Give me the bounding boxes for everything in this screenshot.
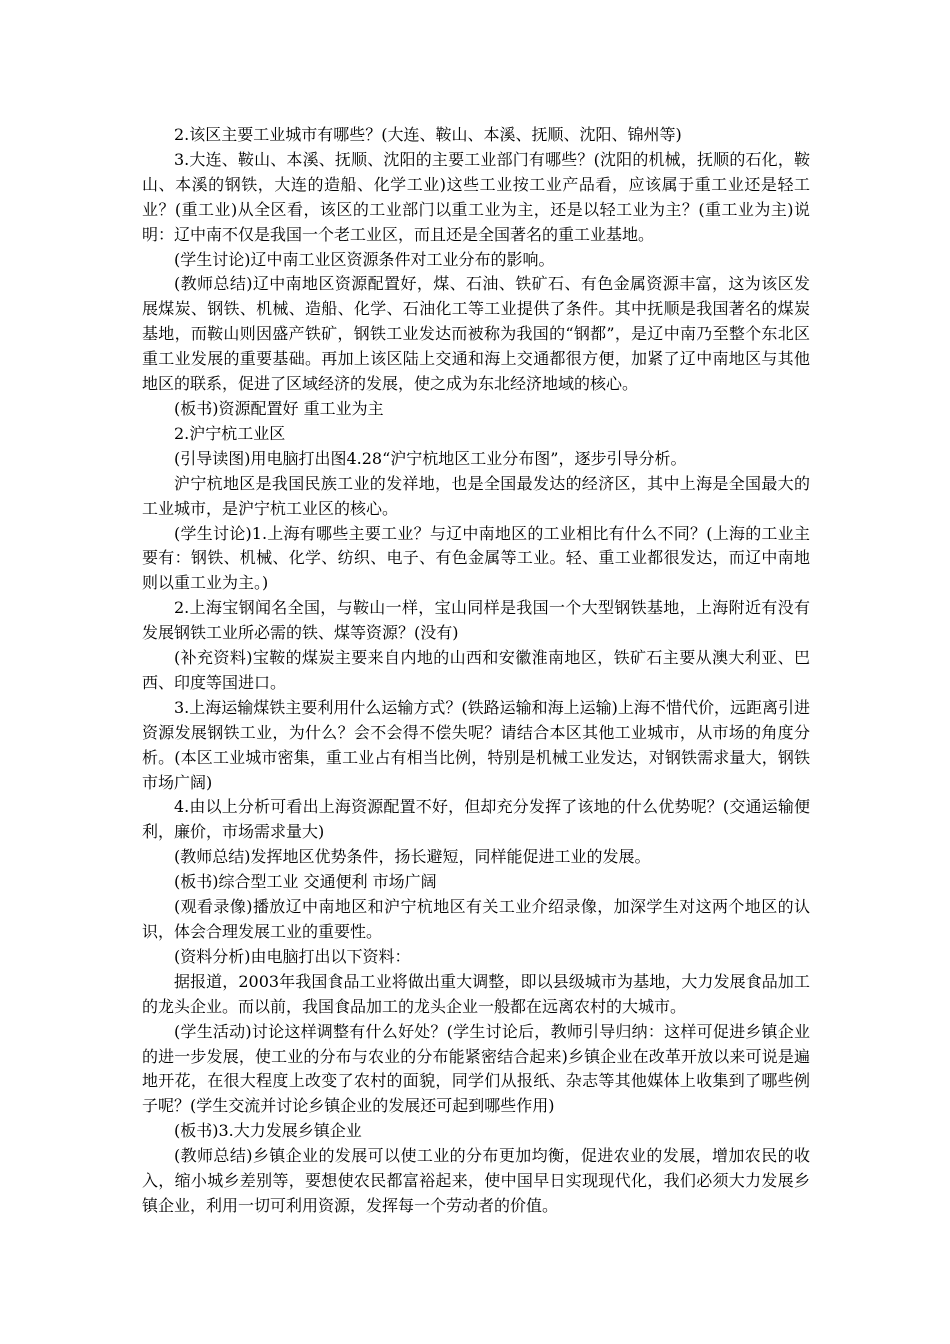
paragraph: 3.上海运输煤铁主要利用什么运输方式？(铁路运输和海上运输)上海不惜代价，远距离引进资源发展钢铁工业，为什么？会不会得不偿失呢？请结合本区其他工业城市，从市场的角度分析。(本区工业城市密集，重工业占有相当比例，特别是机械工业发达，对钢铁需求量大，钢铁市场广阔) <box>142 697 810 792</box>
paragraph: (板书)资源配置好 重工业为主 <box>174 398 384 418</box>
paragraph: 2.该区主要工业城市有哪些？(大连、鞍山、本溪、抚顺、沈阳、锦州等) <box>174 125 682 144</box>
paragraph: (学生讨论)1.上海有哪些主要工业？与辽中南地区的工业相比有什么不同？(上海的工业主要有：钢铁、机械、化学、纺织、电子、有色金属等工业。轻、重工业都很发达，而辽中南地则以重工业为主。) <box>142 523 810 593</box>
paragraph: 2.上海宝钢闻名全国，与鞍山一样，宝山同样是我国一个大型钢铁基地，上海附近有没有发展钢铁工业所必需的铁、煤等资源？(没有) <box>142 598 810 643</box>
paragraph: (资料分析)由电脑打出以下资料： <box>174 946 411 966</box>
paragraph: (学生活动)讨论这样调整有什么好处？(学生讨论后，教师引导归纳：这样可促进乡镇企业的进一步发展，使工业的分布与农业的分布能紧密结合起来)乡镇企业在改革开放以来可说是遍地开花，在很大程度上改变了农村的面貌，同学们从报纸、杂志等其他媒体上收集到了哪些例子呢？(学生交流并讨论乡镇企业的发展还可起到哪些作用) <box>142 1021 810 1116</box>
section-heading: 2.沪宁杭工业区 <box>174 423 286 443</box>
paragraph: 据报道，2003年我国食品工业将做出重大调整，即以县级城市为基地，大力发展食品加工的龙头企业。而以前，我国食品加工的龙头企业一般都在远离农村的大城市。 <box>142 971 810 1016</box>
paragraph: 沪宁杭地区是我国民族工业的发祥地，也是全国最发达的经济区，其中上海是全国最大的工业城市，是沪宁杭工业区的核心。 <box>142 473 810 518</box>
paragraph: (学生讨论)辽中南工业区资源条件对工业分布的影响。 <box>174 249 555 269</box>
paragraph: (补充资料)宝鞍的煤炭主要来自内地的山西和安徽淮南地区，铁矿石主要从澳大利亚、巴西、印度等国进口。 <box>142 648 810 692</box>
paragraph: (教师总结)发挥地区优势条件，扬长避短，同样能促进工业的发展。 <box>174 847 651 867</box>
paragraph: (教师总结)乡镇企业的发展可以使工业的分布更加均衡，促进农业的发展，增加农民的收入，缩小城乡差别等，要想使农民都富裕起来，使中国早日实现现代化，我们必须大力发展乡镇企业，利用一切可利用资源，发挥每一个劳动者的价值。 <box>142 1146 810 1215</box>
paragraph: (板书)3.大力发展乡镇企业 <box>174 1121 362 1141</box>
document-body <box>142 123 810 1219</box>
paragraph: (板书)综合型工业 交通便利 市场广阔 <box>174 872 437 892</box>
paragraph: (教师总结)辽中南地区资源配置好，煤、石油、铁矿石、有色金属资源丰富，这为该区发展煤炭、钢铁、机械、造船、化学、石油化工等工业提供了条件。其中抚顺是我国著名的煤炭基地，而鞍山则因盛产铁矿，钢铁工业发达而被称为我国的“钢都”，是辽中南乃至整个东北区重工业发展的重要基础。再加上该区陆上交通和海上交通都很方便，加紧了辽中南地区与其他地区的联系，促进了区域经济的发展，使之成为东北经济地域的核心。 <box>142 274 810 394</box>
paragraph: 3.大连、鞍山、本溪、抚顺、沈阳的主要工业部门有哪些？(沈阳的机械，抚顺的石化，鞍山、本溪的钢铁，大连的造船、化学工业)这些工业按工业产品看，应该属于重工业还是轻工业？(重工业)从全区看，该区的工业部门以重工业为主，还是以轻工业为主？(重工业为主)说明：辽中南不仅是我国一个老工业区，而且还是全国著名的重工业基地。 <box>142 149 810 244</box>
paragraph: (引导读图)用电脑打出图4.28“沪宁杭地区工业分布图”，逐步引导分析。 <box>174 448 687 468</box>
paragraph: 4.由以上分析可看出上海资源配置不好，但却充分发挥了该地的什么优势呢？(交通运输便利，廉价，市场需求量大) <box>142 797 810 842</box>
paragraph: (观看录像)播放辽中南地区和沪宁杭地区有关工业介绍录像，加深学生对这两个地区的认识，体会合理发展工业的重要性。 <box>142 897 810 941</box>
